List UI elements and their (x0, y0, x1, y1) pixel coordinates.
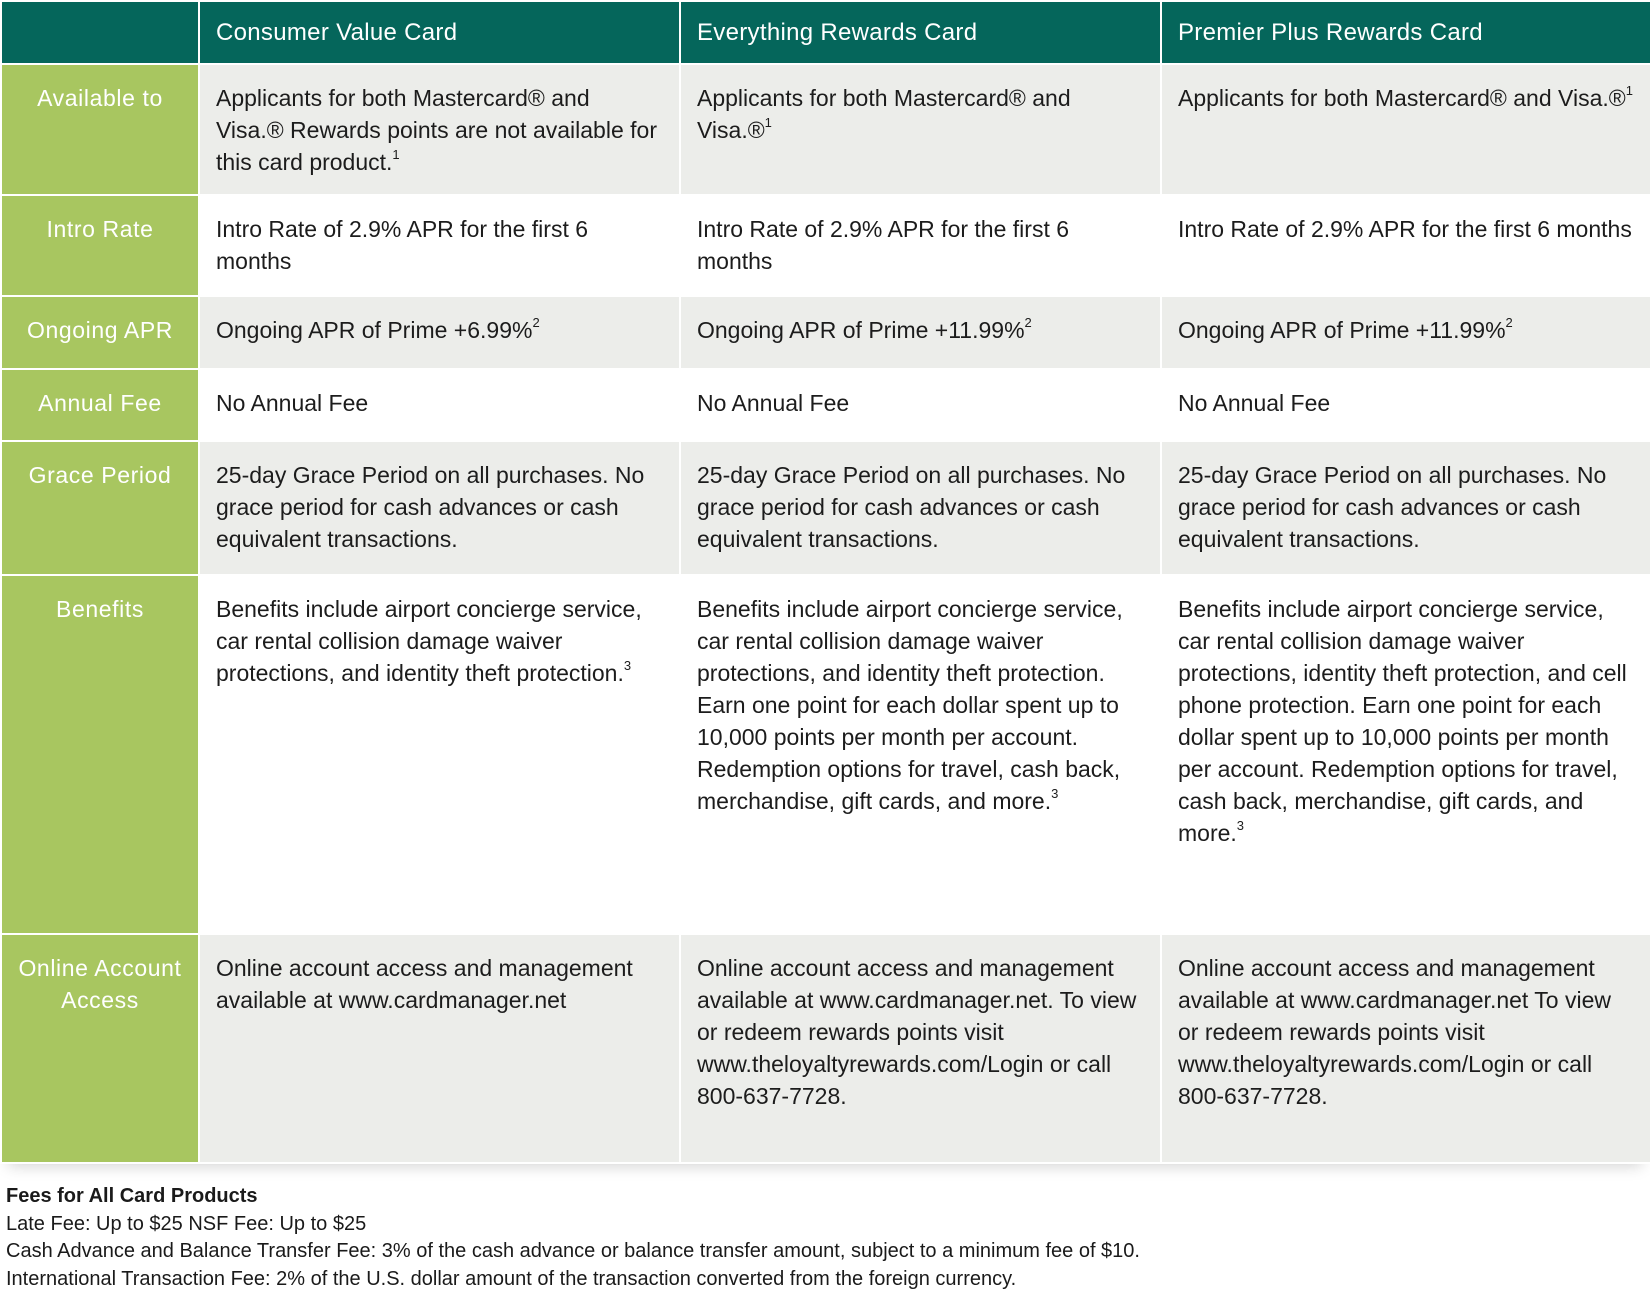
table-cell (681, 370, 1160, 440)
cell-text: 25-day Grace Period on all purchases. No grace period for cash advances or cash equivalent transactions. (1178, 462, 1607, 552)
footnote-ref: 2 (532, 315, 540, 331)
table-cell (200, 576, 679, 933)
cell-text: Ongoing APR of Prime +11.99% (1178, 317, 1506, 343)
row-label: Annual Fee (2, 370, 198, 440)
cell-text: Applicants for both Mastercard® and Visa.® Rewards points are not available for this card product. (216, 85, 657, 175)
fees-section (6, 1183, 1140, 1293)
cell-text: No Annual Fee (216, 390, 369, 416)
table-cell (1162, 935, 1650, 1162)
table-row-intro-rate (2, 196, 1650, 295)
header-premier-plus-rewards-card: Premier Plus Rewards Card (1162, 2, 1650, 63)
cell-text: Applicants for both Mastercard® and Visa.® (697, 85, 1071, 143)
table-cell (1162, 370, 1650, 440)
table-row-available-to (2, 65, 1650, 194)
table-cell (681, 442, 1160, 574)
table-row-ongoing-apr (2, 297, 1650, 368)
table-row-online-account-access (2, 935, 1650, 1162)
table-cell (200, 65, 679, 194)
table-row-benefits (2, 576, 1650, 933)
table-cell (681, 297, 1160, 368)
cell-text: Intro Rate of 2.9% APR for the first 6 months (697, 216, 1070, 274)
fees-title: Fees for All Card Products (6, 1185, 258, 1207)
row-label: Online Account Access (2, 935, 198, 1162)
table-row-grace-period (2, 442, 1650, 574)
cell-text: Online account access and management available at www.cardmanager.net. To view or redeem rewards points visit www.theloyaltyrewards.com/Login or call 800-637-7728. (697, 955, 1137, 1109)
row-label: Available to (2, 65, 198, 194)
fees-line-international: International Transaction Fee: 2% of the U.S. dollar amount of the transaction converted from the foreign currency. (6, 1267, 1017, 1290)
footnote-ref: 1 (392, 147, 400, 163)
table-cell (200, 935, 679, 1162)
footnote-ref: 3 (623, 658, 632, 674)
table-cell (200, 196, 679, 295)
header-everything-rewards-card: Everything Rewards Card (681, 2, 1160, 63)
table-cell (200, 370, 679, 440)
table-cell (1162, 65, 1650, 194)
cell-text: Ongoing APR of Prime +6.99% (216, 317, 533, 343)
table-cell (200, 297, 679, 368)
header-consumer-value-card: Consumer Value Card (200, 2, 679, 63)
footnote-ref: 3 (1236, 818, 1245, 834)
cell-text: Intro Rate of 2.9% APR for the first 6 months (1178, 216, 1632, 242)
header-corner (2, 2, 198, 63)
cell-text: Online account access and management available at www.cardmanager.net (216, 955, 633, 1013)
footnote-ref: 2 (1505, 315, 1513, 331)
table-cell (681, 65, 1160, 194)
footnote-ref: 1 (764, 115, 772, 131)
table-cell (681, 935, 1160, 1162)
table-cell (681, 196, 1160, 295)
table-cell (1162, 442, 1650, 574)
cell-text: 25-day Grace Period on all purchases. No grace period for cash advances or cash equivalent transactions. (216, 462, 645, 552)
cell-text: Ongoing APR of Prime +11.99% (697, 317, 1025, 343)
fees-line-cash-advance: Cash Advance and Balance Transfer Fee: 3% of the cash advance or balance transfer amount, subject to a minimum fee of $10. (6, 1240, 1140, 1262)
cell-text: Online account access and management available at www.cardmanager.net To view or redeem rewards points visit www.theloyaltyrewards.com/Login or call 800-637-7728. (1178, 955, 1611, 1109)
footnote-ref: 1 (1625, 83, 1633, 99)
table-cell (1162, 196, 1650, 295)
cell-text: Benefits include airport concierge service, car rental collision damage waiver protections, identity theft protection, and cell phone protection. Earn one point for each dollar spent up to 10,000 points per month per account. Redemption options for travel, cash back, merchandise, gift cards, and more. (1178, 596, 1627, 846)
row-label: Ongoing APR (2, 297, 198, 368)
table-cell (681, 576, 1160, 933)
cell-text: Benefits include airport concierge service, car rental collision damage waiver protections, and identity theft protection. Earn one point for each dollar spent up to 10,000 points per month per account. Redemption options for travel, cash back, merchandise, gift cards, and more. (697, 596, 1123, 814)
cell-text: 25-day Grace Period on all purchases. No grace period for cash advances or cash equivalent transactions. (697, 462, 1126, 552)
table-cell (1162, 576, 1650, 933)
card-comparison-table-wrapper (2, 2, 1648, 1162)
footnote-ref: 2 (1024, 315, 1032, 331)
cell-text: No Annual Fee (697, 390, 850, 416)
cell-text: Benefits include airport concierge service, car rental collision damage waiver protections, and identity theft protection. (216, 596, 642, 686)
row-label: Grace Period (2, 442, 198, 574)
row-label: Intro Rate (2, 196, 198, 295)
table-cell (1162, 297, 1650, 368)
cell-text: No Annual Fee (1178, 390, 1331, 416)
fees-line-late-nsf: Late Fee: Up to $25 NSF Fee: Up to $25 (6, 1212, 367, 1235)
footnote-ref: 3 (1051, 786, 1059, 802)
table-row-annual-fee (2, 370, 1650, 440)
table-cell (200, 442, 679, 574)
header-row (2, 2, 1650, 63)
cell-text: Applicants for both Mastercard® and Visa.® (1178, 85, 1626, 111)
cell-text: Intro Rate of 2.9% APR for the first 6 months (216, 216, 589, 274)
row-label: Benefits (2, 576, 198, 933)
